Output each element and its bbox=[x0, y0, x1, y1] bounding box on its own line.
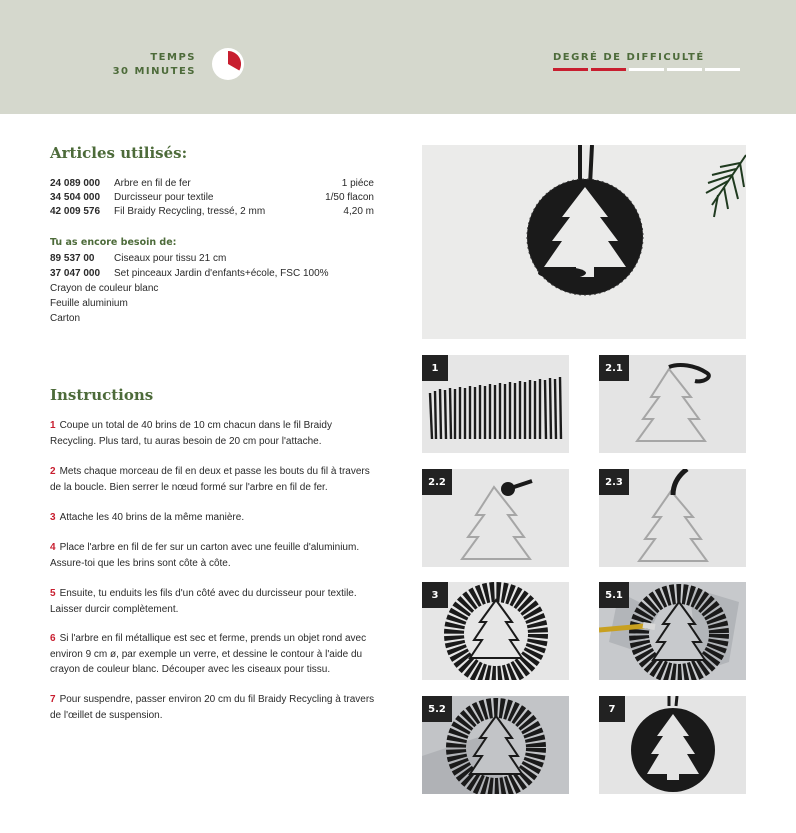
needed-plain-item: Crayon de couleur blanc bbox=[50, 283, 159, 294]
articles-title: Articles utilisés: bbox=[50, 144, 188, 162]
step-badge: 5.2 bbox=[422, 696, 452, 722]
time-label: TEMPS bbox=[150, 52, 196, 63]
step-text: Mets chaque morceau de fil en deux et passe les bouts du fil à travers de la boucle. Bien serrer le nœud formé sur l'arbre en fil de fer. bbox=[50, 466, 370, 493]
needed-title: Tu as encore besoin de: bbox=[50, 237, 177, 248]
step-badge: 2.3 bbox=[599, 469, 629, 495]
step-photo bbox=[599, 469, 746, 567]
needed-desc: Ciseaux pour tissu 21 cm bbox=[114, 253, 227, 264]
finished-ornament-photo bbox=[422, 145, 746, 339]
step-photo bbox=[599, 582, 746, 680]
needed-plain-item: Feuille aluminium bbox=[50, 298, 128, 309]
article-desc: Durcisseur pour textile bbox=[114, 192, 214, 203]
instruction-step bbox=[50, 586, 380, 617]
article-code: 42 009 576 bbox=[50, 206, 101, 217]
step-photo bbox=[422, 469, 569, 567]
needed-code: 37 047 000 bbox=[50, 268, 101, 279]
needed-row bbox=[50, 252, 226, 266]
step-text: Pour suspendre, passer environ 20 cm du fil Braidy Recycling à travers de l'œillet de suspension. bbox=[50, 694, 375, 721]
header-band bbox=[0, 0, 796, 114]
step-badge: 7 bbox=[599, 696, 625, 722]
step-number: 2 bbox=[50, 466, 56, 477]
article-desc: Arbre en fil de fer bbox=[114, 178, 191, 189]
article-qty: 1/50 flacon bbox=[325, 192, 374, 203]
article-desc: Fil Braidy Recycling, tressé, 2 mm bbox=[114, 206, 266, 217]
article-row bbox=[50, 191, 374, 205]
difficulty-bar-3 bbox=[629, 68, 664, 71]
difficulty-bar-4 bbox=[667, 68, 702, 71]
instruction-step bbox=[50, 418, 380, 449]
article-qty: 4,20 m bbox=[343, 206, 374, 217]
instruction-step bbox=[50, 510, 380, 526]
article-code: 34 504 000 bbox=[50, 192, 101, 203]
difficulty-label: DEGRÉ DE DIFFICULTÉ bbox=[553, 52, 705, 63]
needed-code: 89 537 00 bbox=[50, 253, 95, 264]
step-badge: 2.1 bbox=[599, 355, 629, 381]
difficulty-bar-1 bbox=[553, 68, 588, 71]
step-photo bbox=[599, 696, 746, 794]
step-text: Coupe un total de 40 brins de 10 cm chacun dans le fil Braidy Recycling. Plus tard, tu auras besoin de 20 cm pour l'attache. bbox=[50, 420, 332, 447]
difficulty-meter bbox=[553, 68, 740, 71]
needed-plain-item: Carton bbox=[50, 313, 81, 324]
step-badge: 1 bbox=[422, 355, 448, 381]
step-number: 1 bbox=[50, 420, 56, 431]
article-row bbox=[50, 177, 374, 191]
instruction-step bbox=[50, 540, 380, 571]
needed-desc: Set pinceaux Jardin d'enfants+école, FSC 100% bbox=[114, 268, 329, 279]
step-photo bbox=[599, 355, 746, 453]
time-value: 30 MINUTES bbox=[112, 66, 196, 77]
instruction-step bbox=[50, 692, 380, 723]
step-number: 3 bbox=[50, 512, 56, 523]
step-photo bbox=[422, 355, 569, 453]
step-number: 7 bbox=[50, 694, 56, 705]
step-text: Si l'arbre en fil métallique est sec et ferme, prends un objet rond avec environ 9 cm ø, par exemple un verre, et dessine le contour à l'aide du crayon de couleur blanc. Découper avec les ciseaux pour tissu. bbox=[50, 633, 367, 675]
step-text: Attache les 40 brins de la même manière. bbox=[59, 512, 245, 523]
needed-row bbox=[50, 267, 329, 281]
article-code: 24 089 000 bbox=[50, 178, 101, 189]
instruction-step bbox=[50, 631, 380, 678]
step-number: 4 bbox=[50, 542, 56, 553]
step-badge: 2.2 bbox=[422, 469, 452, 495]
step-text: Place l'arbre en fil de fer sur un carton avec une feuille d'aluminium. Assure-toi que les brins sont côte à côte. bbox=[50, 542, 360, 569]
step-photo bbox=[422, 696, 569, 794]
instruction-step bbox=[50, 464, 380, 495]
difficulty-bar-5 bbox=[705, 68, 740, 71]
instructions-title: Instructions bbox=[50, 386, 154, 404]
step-photo bbox=[422, 582, 569, 680]
step-text: Ensuite, tu enduits les fils d'un côté avec du durcisseur pour textile. Laisser durcir complètement. bbox=[50, 588, 357, 615]
clock-icon bbox=[212, 48, 244, 80]
step-number: 6 bbox=[50, 633, 56, 644]
difficulty-bar-2 bbox=[591, 68, 626, 71]
article-qty: 1 piéce bbox=[341, 178, 374, 189]
step-badge: 3 bbox=[422, 582, 448, 608]
article-row bbox=[50, 205, 374, 219]
step-badge: 5.1 bbox=[599, 582, 629, 608]
step-number: 5 bbox=[50, 588, 56, 599]
